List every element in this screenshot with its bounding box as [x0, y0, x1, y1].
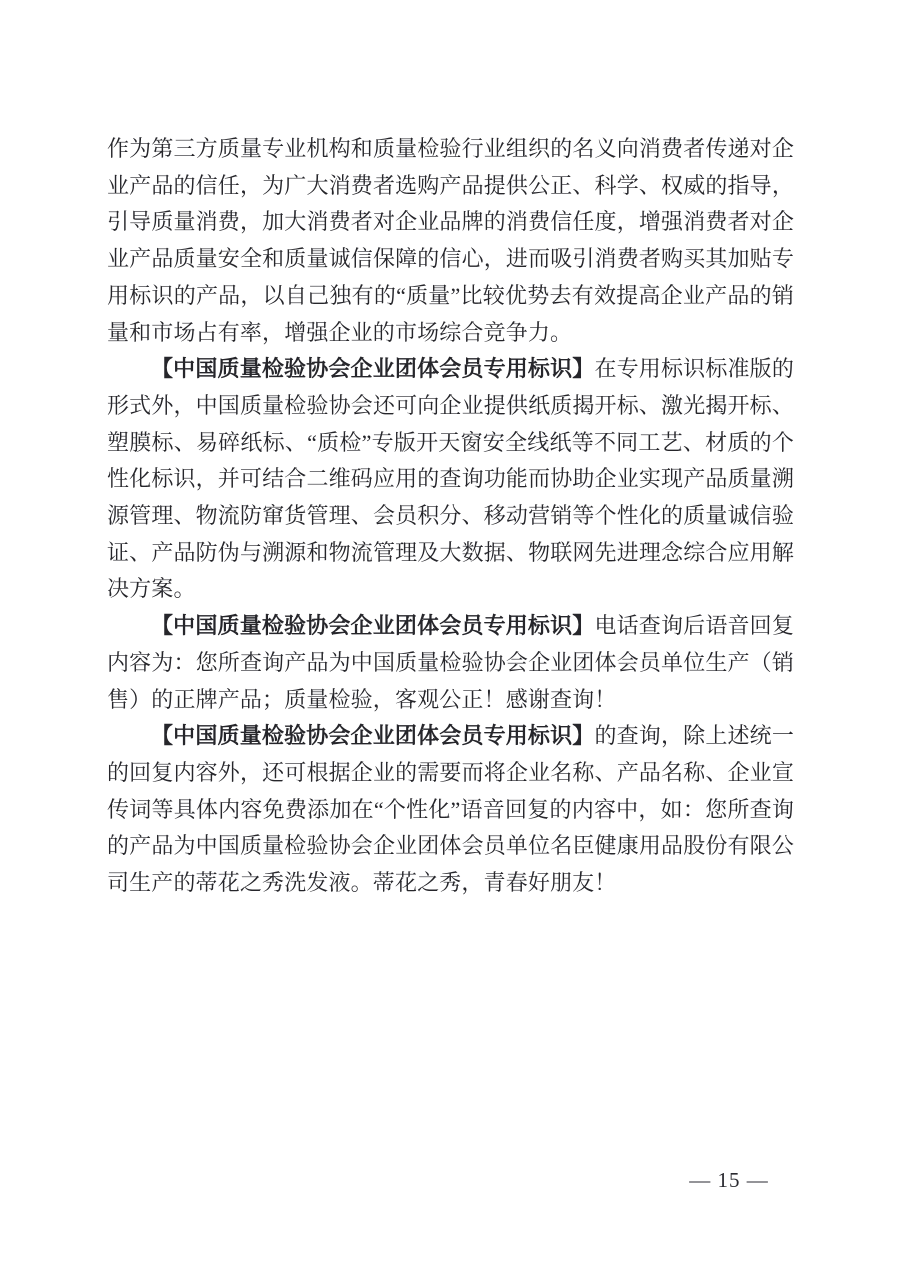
- paragraph-body-text: 电话查询后语音回复内容为：您所查询产品为中国质量检验协会企业团体会员单位生产（销售）的正牌产品；质量检验，客观公正！感谢查询！: [107, 613, 794, 712]
- paragraph-body-text: 在专用标识标准版的形式外，中国质量检验协会还可向企业提供纸质揭开标、激光揭开标、塑膜标、易碎纸标、“质检”专版开天窗安全线纸等不同工艺、材质的个性化标识，并可结合二维码应用的查询功能而协助企业实现产品质量溯源管理、物流防窜货管理、会员积分、移动营销等个性化的质量诚信验证、产品防伪与溯源和物流管理及大数据、物联网先进理念综合应用解决方案。: [107, 356, 794, 602]
- paragraph-body-text: 的查询，除上述统一的回复内容外，还可根据企业的需要而将企业名称、产品名称、企业宣传词等具体内容免费添加在“个性化”语音回复的内容中，如：您所查询的产品为中国质量检验协会企业团体会员单位名臣健康用品股份有限公司生产的蒂花之秀洗发液。蒂花之秀，青春好朋友！: [107, 723, 794, 896]
- paragraph-lead-label: 【中国质量检验协会企业团体会员专用标识】: [151, 356, 595, 382]
- paragraph: [107, 131, 794, 351]
- paragraph: [107, 351, 794, 608]
- paragraph-lead-label: 【中国质量检验协会企业团体会员专用标识】: [151, 723, 595, 749]
- paragraph-lead-label: 【中国质量检验协会企业团体会员专用标识】: [151, 613, 595, 639]
- page-number: — 15 —: [689, 1168, 769, 1192]
- paragraph: [107, 608, 794, 718]
- body-text: [107, 131, 794, 902]
- paragraph: [107, 718, 794, 902]
- paragraph-body-text: 作为第三方质量专业机构和质量检验行业组织的名义向消费者传递对企业产品的信任，为广大消费者选购产品提供公正、科学、权威的指导，引导质量消费，加大消费者对企业品牌的消费信任度，增强消费者对企业产品质量安全和质量诚信保障的信心，进而吸引消费者购买其加贴专用标识的产品，以自己独有的“质量”比较优势去有效提高企业产品的销量和市场占有率，增强企业的市场综合竞争力。: [107, 136, 794, 345]
